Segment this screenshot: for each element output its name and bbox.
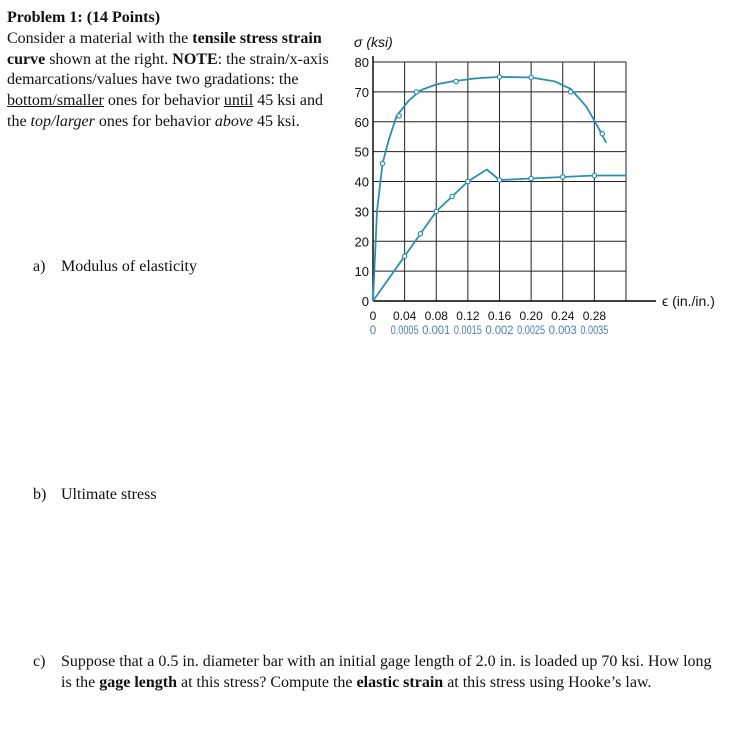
upper-x-tick-label: 0.16 [487, 309, 512, 323]
stress-strain-curve-upper [373, 77, 606, 301]
y-tick-label: 80 [354, 55, 369, 70]
upper-x-tick-label: 0.12 [456, 309, 480, 323]
data-point-lower [561, 175, 565, 179]
data-point-lower [497, 178, 501, 182]
data-point-lower [418, 232, 422, 236]
y-tick-label: 50 [354, 144, 369, 160]
question-b-text: Ultimate stress [61, 486, 157, 503]
upper-x-tick-label: 0.08 [424, 309, 448, 323]
data-point-lower [434, 209, 438, 213]
y-axis-label: σ (ksi) [354, 34, 393, 50]
question-c [33, 652, 723, 691]
y-tick-label: 30 [354, 204, 369, 220]
data-point-lower [402, 254, 406, 258]
data-point-lower [529, 176, 533, 180]
question-a [33, 257, 197, 278]
lower-x-tick-label: 0 [369, 325, 377, 337]
lower-x-tick-label: 0.0005 [390, 325, 419, 337]
question-b [33, 485, 157, 506]
data-point-upper [497, 75, 501, 79]
upper-x-tick-label: 0.04 [392, 309, 417, 323]
lower-x-tick-label: 0.0025 [517, 325, 546, 337]
y-tick-label: 10 [354, 264, 369, 280]
lower-x-tick-label: 0.0015 [453, 325, 482, 337]
question-a-text: Modulus of elasticity [61, 258, 197, 275]
lower-x-tick-label: 0.003 [548, 325, 577, 337]
question-a-label: a) [33, 258, 46, 275]
upper-x-tick-label: 0 [369, 309, 377, 323]
data-point-lower [592, 173, 596, 177]
lower-x-tick-label: 0.002 [485, 325, 514, 337]
y-tick-label: 20 [354, 234, 369, 250]
data-point-upper [529, 75, 533, 79]
y-tick-label: 40 [354, 174, 369, 190]
data-point-upper [380, 161, 384, 165]
problem-intro: Consider a material with the tensile stress strain curve shown at the right. NOTE: the strain/x-axis demarcations/values have two gradations: the bottom/smaller ones for behavior until 45 ksi and the top/larger ones for behavior above 45 ksi. [7, 30, 329, 130]
data-point-upper [414, 90, 418, 94]
question-c-label: c) [33, 653, 46, 670]
data-point-lower [466, 179, 470, 183]
data-point-upper [600, 132, 604, 136]
data-point-upper [568, 90, 572, 94]
data-point-upper [397, 114, 401, 118]
upper-x-tick-label: 0.20 [519, 309, 543, 323]
problem-title: Problem 1: (14 Points) [7, 9, 161, 26]
data-point-lower [450, 194, 454, 198]
y-tick-label: 60 [354, 114, 369, 130]
question-b-label: b) [33, 486, 47, 503]
lower-x-tick-label: 0.0035 [580, 325, 609, 337]
data-point-upper [454, 79, 458, 83]
stress-strain-chart [336, 25, 741, 345]
upper-x-tick-label: 0.24 [551, 309, 575, 323]
y-tick-label: 70 [354, 84, 369, 100]
question-c-text: Suppose that a 0.5 in. diameter bar with an initial gage length of 2.0 in. is loaded up 70 ksi. How long is the gage length at this stress? Compute the elastic strain at this stress using Hooke’s law. [61, 653, 712, 691]
lower-x-tick-label: 0.001 [422, 325, 451, 337]
upper-x-tick-label: 0.28 [582, 309, 607, 323]
y-tick-label: 0 [361, 294, 369, 309]
x-axis-label: ϵ (in./in.) [662, 293, 715, 309]
